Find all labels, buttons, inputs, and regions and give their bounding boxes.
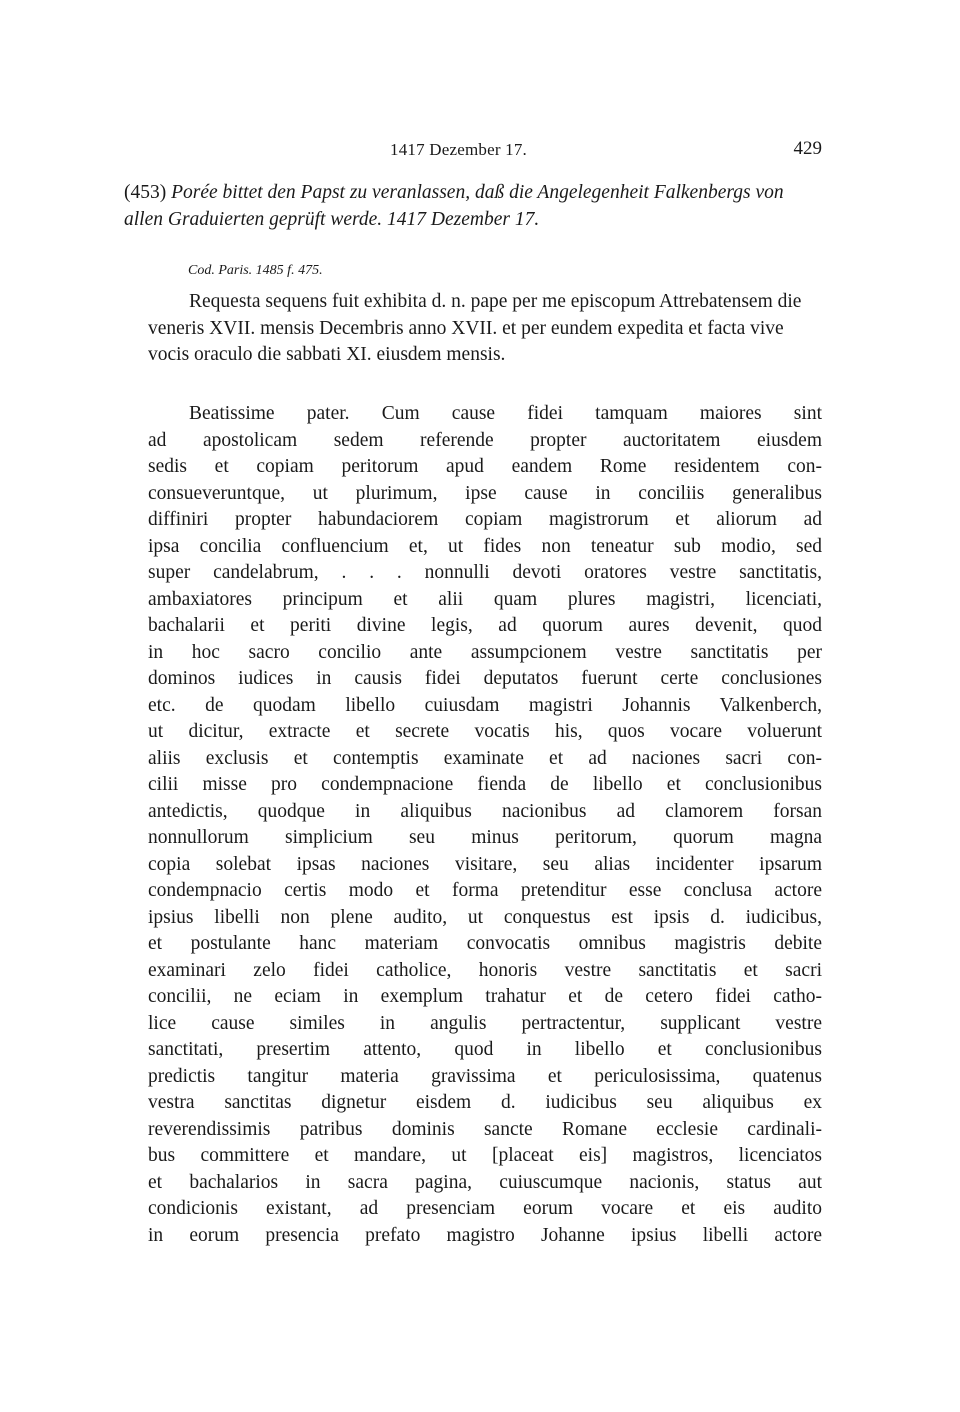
source-citation: Cod. Paris. 1485 f. 475. [188,263,323,278]
text-line: etc. de quodam libello cuiusdam magistri Johannis Valkenberch, [148,694,822,716]
text-line: et postulante hanc materiam convocatis omnibus magistris debite [148,933,822,954]
text-line: aliis exclusis et contemptis examinate et ad naciones sacri con- [148,747,822,769]
text-line: et bachalarios in sacra pagina, cuiuscumque nacionis, status aut [148,1171,822,1193]
document-number: (453) [124,182,167,203]
text-line: ut dicitur, extracte et secrete vocatis his, quos vocare voluerunt [148,721,822,742]
text-line: vestra sanctitas dignetur eisdem d. iudicibus seu aliquibus ex [148,1092,822,1113]
document-heading [124,180,824,233]
text-line: ipsa concilia confluencium et, ut fides non teneatur sub modio, sed [148,535,822,557]
text-line: ipsius libelli non plene audito, ut conquestus est ipsis d. iudicibus, [148,906,822,928]
text-line: condempnacio certis modo et forma pretenditur esse conclusa actore [148,880,822,901]
text-line: ambaxiatores principum et alii quam plures magistri, licenciati, [148,588,822,610]
text-line: dominos iudices in causis fidei deputatos fuerunt certe conclusiones [148,668,822,689]
text-line: sanctitati, presertim attento, quod in libello et conclusionibus [148,1039,822,1060]
text-line: ad apostolicam sedem referende propter auctoritatem eiusdem [148,429,822,451]
petition-text [148,401,822,1249]
text-line: sedis et copiam peritorum apud eandem Rome residentem con- [148,456,822,477]
preamble-paragraph: Requesta sequens fuit exhibita d. n. pape per me episcopum Attrebatensem die veneris XVII. mensis Decembris anno XVII. et per eundem expedita et facta vive vocis oraculo die sabbati XI. eiusdem mensis. [148,291,802,365]
running-head [148,140,822,164]
text-line: super candelabrum, . . . nonnulli devoti oratores vestre sanctitatis, [148,562,822,583]
text-line: examinari zelo fidei catholice, honoris vestre sanctitatis et sacri [148,959,822,981]
text-line: condicionis existant, ad presenciam eorum vocare et eis audito [148,1198,822,1219]
text-line: in eorum presencia prefato magistro Johanne ipsius libelli actore [148,1224,822,1246]
text-line: cilii misse pro condempnacione fienda de libello et conclusionibus [148,774,822,795]
text-line: diffiniri propter habundaciorem copiam magistrorum et aliorum ad [148,509,822,530]
text-line: bachalarii et periti divine legis, ad quorum aures devenit, quod [148,615,822,636]
text-line: copia solebat ipsas naciones visitare, seu alias incidenter ipsarum [148,853,822,875]
running-head-date: 1417 Dezember 17. [390,140,527,159]
text-line: predictis tangitur materia gravissima et periculosissima, quatenus [148,1065,822,1087]
text-line: nonnullorum simplicium seu minus peritorum, quorum magna [148,827,822,848]
text-line: antedictis, quodque in aliquibus nacionibus ad clamorem forsan [148,800,822,822]
text-line: Beatissime pater. Cum cause fidei tamquam maiores sint [189,403,822,424]
document-page [124,0,822,1412]
text-line: reverendissimis patribus dominis sancte Romane ecclesie cardinali- [148,1118,822,1140]
text-line: bus committere et mandare, ut [placeat eis] magistros, licenciatos [148,1145,822,1166]
text-line: consueveruntque, ut plurimum, ipse cause in conciliis generalibus [148,482,822,504]
page-number: 429 [793,138,822,159]
document-summary: Porée bittet den Papst zu veranlassen, daß die Angelegenheit Falkenbergs von allen Graduierten geprüft werde. 1417 Dezember 17. [124,182,784,230]
text-line: concilii, ne eciam in exemplum trahatur et de cetero fidei catho- [148,986,822,1007]
text-line: in hoc sacro concilio ante assumpcionem vestre sanctitatis per [148,641,822,663]
text-line: lice cause similes in angulis pertractentur, supplicant vestre [148,1012,822,1034]
